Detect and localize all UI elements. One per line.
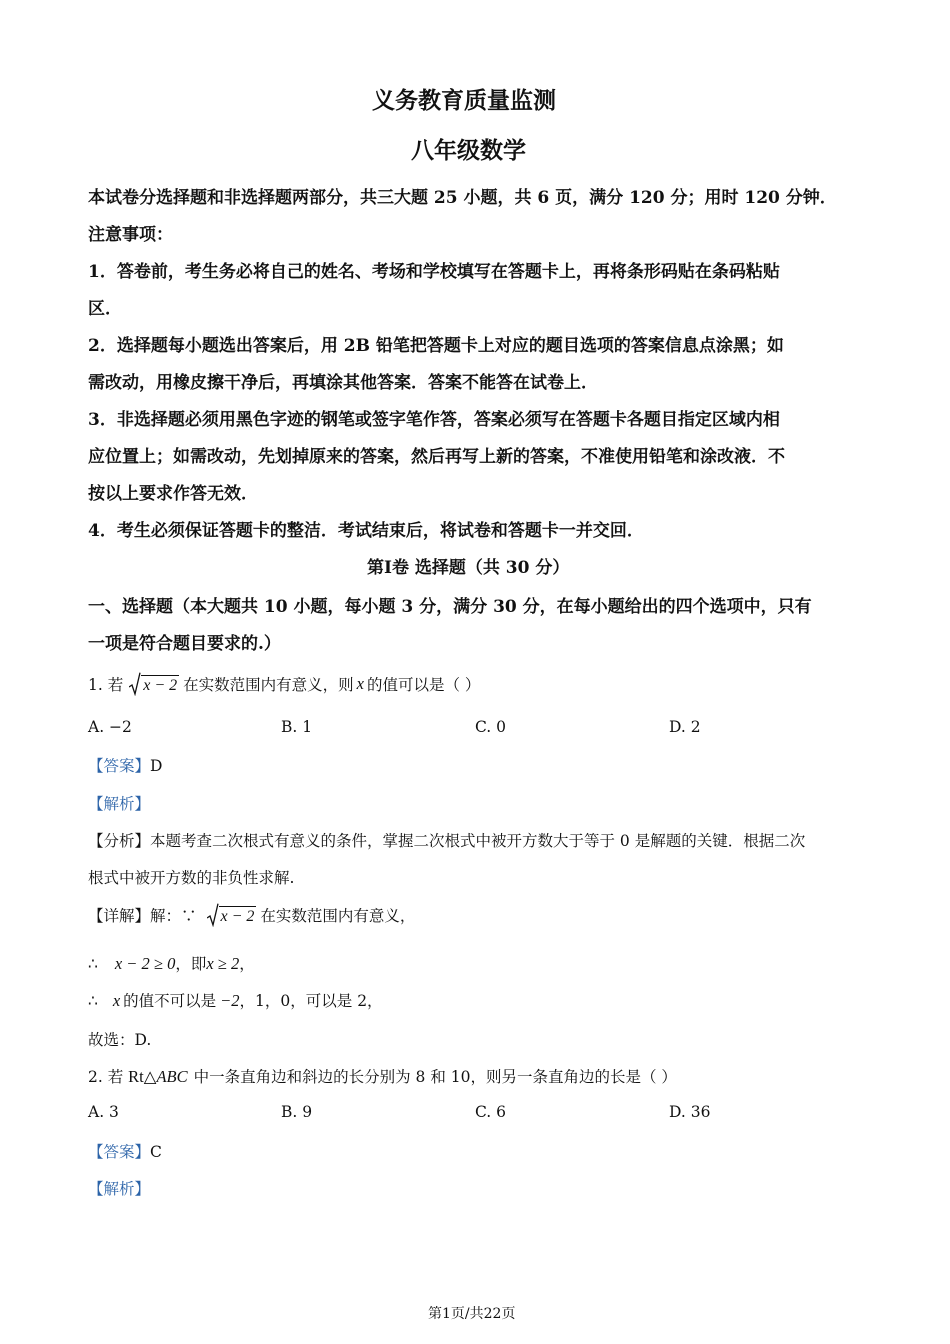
notice-item-3-cont2: 按以上要求作答无效． — [88, 484, 258, 504]
analysis-text: 【分析】本题考查二次根式有意义的条件，掌握二次根式中被开方数大于等于 0 是解题的关键．根据二次 — [88, 832, 806, 850]
answer-tag: 【答案】 — [88, 757, 151, 775]
step-2-value: −2 — [220, 991, 240, 1010]
question-2-suffix: 中一条直角边和斜边的长分别为 8 和 10，则另一条直角边的长是（ ） — [193, 1068, 677, 1086]
notice-item-3-cont: 应位置上；如需改动，先划掉原来的答案，然后再写上新的答案，不准使用铅笔和涂改液．不 — [88, 447, 785, 467]
detail-line — [88, 903, 415, 927]
question-2-option-b: B. 9 — [281, 1103, 313, 1121]
sqrt-symbol — [129, 672, 179, 696]
section-description: 一、选择题（本大题共 10 小题，每小题 3 分，满分 30 分，在每小题给出的四个选项中，只有 — [88, 597, 812, 617]
solution-step-1 — [88, 952, 255, 974]
question-1-suffix: 的值可以是（ ） — [366, 676, 481, 694]
question-1-option-d: D. 2 — [669, 718, 701, 736]
detail-suffix: 在实数范围内有意义， — [260, 907, 416, 925]
question-1-mid: 在实数范围内有意义，则 — [183, 676, 354, 694]
notice-item-1: 1．答卷前，考生务必将自己的姓名、考场和学校填写在答题卡上，再将条形码贴在条码粘贴 — [88, 262, 780, 282]
step-2-end: ，1，0，可以是 2， — [239, 992, 383, 1010]
answer-tag: 【答案】 — [88, 1143, 151, 1161]
notice-item-2: 2．选择题每小题选出答案后，用 2B 铅笔把答题卡上对应的题目选项的答案信息点涂黑；如 — [88, 336, 784, 356]
right-triangle-symbol: Rt△ — [128, 1067, 157, 1086]
notice-item-1-cont: 区． — [88, 299, 122, 319]
question-2-option-c: C. 6 — [475, 1103, 507, 1121]
notice-item-2-cont: 需改动，用橡皮擦干净后，再填涂其他答案．答案不能答在试卷上． — [88, 373, 598, 393]
step-2-variable: x — [112, 991, 121, 1010]
question-1-stem — [88, 672, 480, 696]
question-2-prefix: 2. 若 — [88, 1068, 124, 1086]
detail-prefix: 【详解】解：∵ — [88, 907, 197, 925]
step-1-connector: ，即 — [175, 955, 207, 973]
step-1-inequality: x − 2 ≥ 0 — [114, 954, 176, 973]
question-2-stem — [88, 1065, 677, 1087]
section-description-cont: 一项是符合题目要求的.） — [88, 634, 281, 654]
notice-item-3: 3．非选择题必须用黑色字迹的钢笔或签字笔作答，答案必须写在答题卡各题目指定区域内相 — [88, 410, 780, 430]
section-title: 第Ⅰ卷 选择题（共 30 分） — [367, 558, 570, 578]
analysis-tag: 【解析】 — [88, 1180, 151, 1198]
step-1-result: x ≥ 2 — [206, 954, 240, 973]
question-2-option-a: A. 3 — [88, 1103, 119, 1121]
therefore-symbol: ∴ — [88, 955, 98, 973]
page-subtitle: 八年级数学 — [411, 137, 526, 164]
question-1-conclusion: 故选：D. — [88, 1031, 152, 1049]
answer-value: D — [150, 757, 163, 775]
solution-step-2 — [88, 989, 383, 1011]
notice-item-4: 4．考生必须保证答题卡的整洁．考试结束后，将试卷和答题卡一并交回． — [88, 521, 644, 541]
question-1-radicand: x − 2 — [143, 677, 178, 694]
analysis-text-cont: 根式中被开方数的非负性求解. — [88, 869, 295, 887]
detail-radicand: x − 2 — [220, 908, 255, 925]
therefore-symbol: ∴ — [88, 992, 98, 1010]
question-2-answer — [88, 1140, 162, 1162]
question-1-option-b: B. 1 — [281, 718, 313, 736]
triangle-name: ABC — [156, 1067, 188, 1086]
analysis-tag: 【解析】 — [88, 795, 151, 813]
intro-line: 本试卷分选择题和非选择题两部分，共三大题 25 小题，共 6 页，满分 120 分；用时 120 分钟． — [88, 188, 837, 208]
step-1-end: ， — [239, 955, 255, 973]
question-1-prefix: 1. 若 — [88, 676, 124, 694]
step-2-text: 的值不可以是 — [123, 992, 217, 1010]
page-title: 义务教育质量监测 — [372, 87, 556, 114]
answer-value: C — [150, 1143, 162, 1161]
question-1-option-a: A. −2 — [88, 718, 132, 736]
question-1-variable: x — [356, 674, 364, 693]
question-2-option-d: D. 36 — [669, 1103, 711, 1121]
question-1-answer — [88, 754, 162, 776]
question-1-option-c: C. 0 — [475, 718, 507, 736]
page-number: 第1页/共22页 — [428, 1306, 516, 1322]
notice-title: 注意事项： — [88, 225, 173, 245]
sqrt-symbol — [207, 903, 257, 927]
